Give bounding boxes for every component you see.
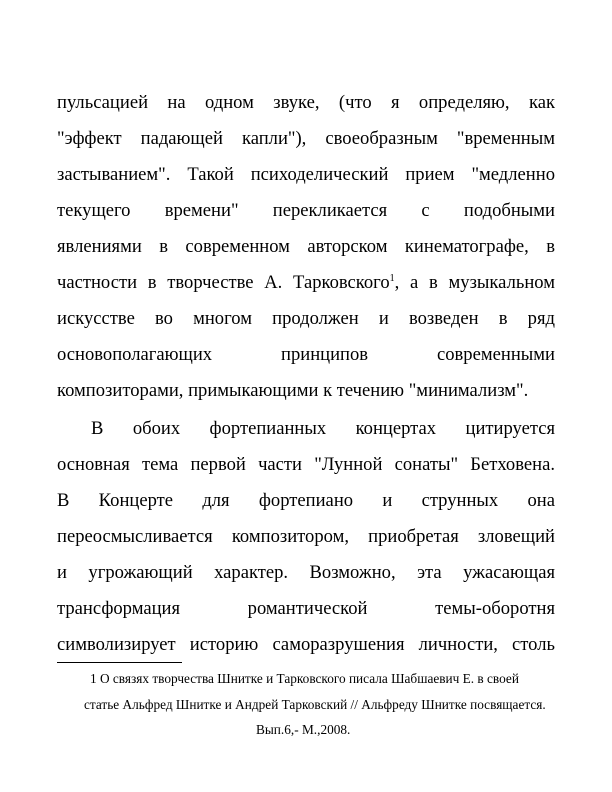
body-line-8: основополагающих принципов современными: [57, 344, 555, 365]
body-line-16: символизирует историю саморазрушения личности, столь: [57, 634, 555, 655]
body-line-10: В обоих фортепианных концертах цитируется: [91, 418, 555, 439]
body-line-7: искусстве во многом продолжен и возведен в ряд: [57, 308, 555, 329]
body-line-6-start: частности в творчестве А. Тарковского: [57, 272, 390, 293]
footnote-line-1: 1 О связях творчества Шнитке и Тарковского писала Шабшаевич Е. в своей: [90, 671, 519, 686]
body-line-6-end: , а в музыкальном: [394, 272, 555, 293]
footnote-line-2: статье Альфред Шнитке и Андрей Тарковский // Альфреду Шнитке посвящается.: [84, 697, 546, 712]
body-line-15: трансформация романтической темы-оборотня: [57, 598, 555, 619]
footnote-separator: [57, 662, 182, 663]
footnote-line-3: Вып.6,- М.,2008.: [256, 722, 351, 737]
body-line-2: "эффект падающей капли"), своеобразным "временным: [57, 128, 555, 149]
body-line-3: застыванием". Такой психоделический прием "медленно: [57, 164, 555, 185]
body-line-4: текущего времени" перекликается с подобными: [57, 200, 555, 221]
body-line-5: явлениями в современном авторском кинематографе, в: [57, 236, 555, 257]
footnote-reference: 1: [389, 272, 395, 284]
body-line-13: переосмысливается композитором, приобретая зловещий: [57, 526, 555, 547]
body-line-9: композиторами, примыкающими к течению "минимализм".: [57, 380, 529, 401]
body-line-11: основная тема первой части "Лунной сонаты" Бетховена.: [57, 454, 555, 475]
body-line-14: и угрожающий характер. Возможно, эта ужасающая: [57, 562, 555, 583]
body-line-12: В Концерте для фортепиано и струнных она: [57, 490, 555, 511]
body-line-6: [57, 272, 555, 294]
body-line-1: пульсацией на одном звуке, (что я определяю, как: [57, 92, 555, 113]
